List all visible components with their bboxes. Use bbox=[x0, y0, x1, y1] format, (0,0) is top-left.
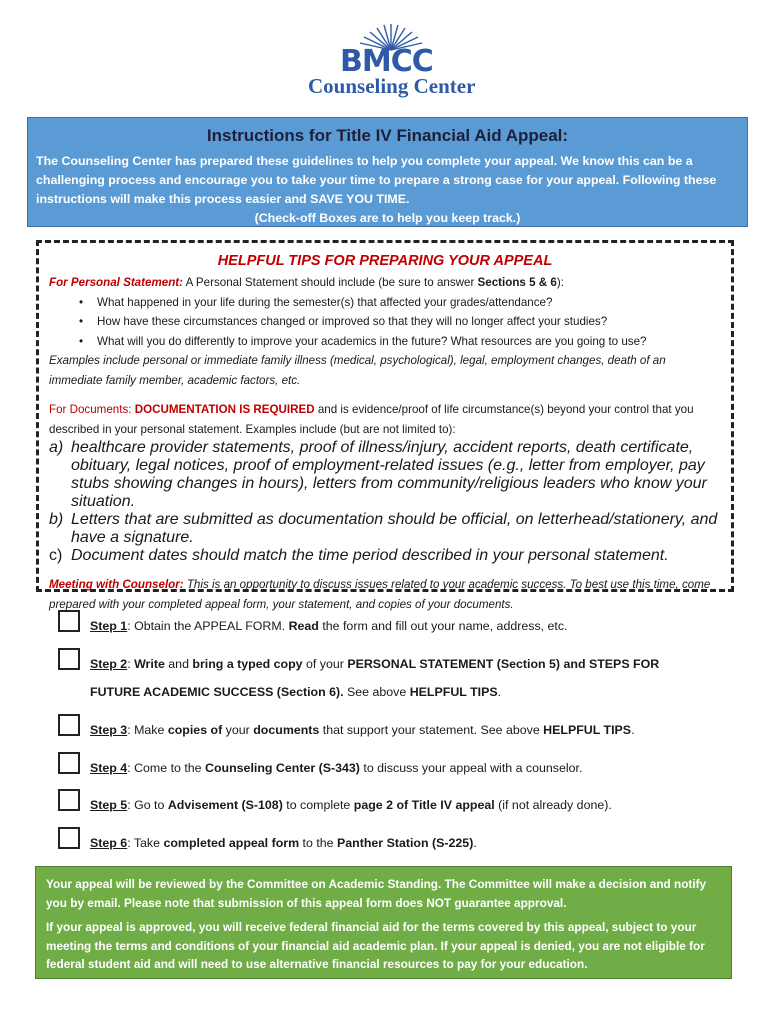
meeting-with-counselor: Meeting with Counselor: This is an opportunity to discuss issues related to your academic success. To best use this time, come prepared with your completed appeal form, your statement, and copies of your documents. bbox=[49, 578, 711, 611]
list-item: • How have these circumstances changed or improved so that they will no longer affect your studies? bbox=[79, 312, 721, 332]
header-note: (Check-off Boxes are to help you keep track.) bbox=[254, 211, 521, 225]
list-item: c) Document dates should match the time period described in your personal statement. bbox=[49, 547, 669, 564]
step-6-text: Step 6: Take completed appeal form to the Panther Station (S-225). bbox=[90, 836, 477, 850]
approval-paragraph: If your appeal is approved, you will receive federal financial aid for the terms covered by this appeal, subject to your meeting the terms and conditions of your financial aid academic plan. If your appeal is denied, you are not eligible for federal student aid and will need to use alternative financial resources to pay for your education. bbox=[46, 920, 705, 971]
header-body: The Counseling Center has prepared these guidelines to help you complete your appeal. We know this can be a challenging process and encourage you to take your time to prepare a strong case for your appeal. Following these instructions will make this process easier and SAVE YOU TIME. bbox=[36, 154, 717, 206]
documents-intro: For Documents: DOCUMENTATION IS REQUIRED and is evidence/proof of life circumstance(s) beyond your control that you described in your personal statement. Examples include (but are not limited to): bbox=[49, 403, 694, 436]
step-6-checkbox[interactable] bbox=[58, 827, 80, 849]
appeal-review-notice bbox=[35, 866, 732, 979]
step-1 bbox=[58, 618, 568, 640]
step-2-checkbox[interactable] bbox=[58, 648, 80, 670]
logo-subtitle: Counseling Center bbox=[308, 74, 476, 98]
personal-statement-questions bbox=[79, 293, 721, 352]
step-6 bbox=[58, 835, 477, 857]
list-item: a) healthcare provider statements, proof of illness/injury, accident reports, death certificate, obituary, legal notices, proof of employment-related issues (e.g., letter from employer, pay stubs showing changes in hours), letters from community/religious leaders who know your situation. bbox=[49, 439, 707, 510]
step-3-text: Step 3: Make copies of your documents that support your statement. See above HELPFUL TIPS. bbox=[90, 723, 635, 737]
personal-statement-label: For Personal Statement: bbox=[49, 276, 184, 289]
personal-examples: Examples include personal or immediate family illness (medical, psychological), legal, employment changes, death of an immediate family member, academic factors, etc. bbox=[49, 354, 666, 387]
documents-label: For Documents bbox=[49, 403, 129, 416]
list-item: b) Letters that are submitted as documentation should be official, on letterhead/stationery, and have a signature. bbox=[49, 511, 718, 546]
personal-statement-intro: For Personal Statement: A Personal Statement should include (be sure to answer Sections 5 & 6): bbox=[49, 276, 564, 289]
step-1-checkbox[interactable] bbox=[58, 610, 80, 632]
step-4-text: Step 4: Come to the Counseling Center (S-343) to discuss your appeal with a counselor. bbox=[90, 761, 583, 775]
step-3-checkbox[interactable] bbox=[58, 714, 80, 736]
instructions-header bbox=[27, 117, 748, 227]
step-4 bbox=[58, 760, 582, 782]
step-3 bbox=[58, 722, 635, 744]
step-2-text: Step 2: Write and bring a typed copy of your PERSONAL STATEMENT (Section 5) and STEPS FOR FUTURE ACADEMIC SUCCESS (Section 6). See above HELPFUL TIPS. bbox=[90, 657, 660, 699]
step-5-checkbox[interactable] bbox=[58, 789, 80, 811]
list-item: • What will you do differently to improve your academics in the future? What resources are you going to use? bbox=[79, 332, 721, 352]
helpful-tips-box bbox=[36, 240, 734, 611]
documents-required: DOCUMENTATION IS REQUIRED bbox=[134, 403, 315, 416]
step-5-text: Step 5: Go to Advisement (S-108) to complete page 2 of Title IV appeal (if not already done). bbox=[90, 798, 612, 812]
page-title: Instructions for Title IV Financial Aid Appeal: bbox=[206, 126, 569, 145]
list-item: • What happened in your life during the semester(s) that affected your grades/attendance? bbox=[79, 293, 721, 313]
meeting-label: Meeting with Counselor: bbox=[49, 578, 184, 591]
step-1-text: Step 1: Obtain the APPEAL FORM. Read the form and fill out your name, address, etc. bbox=[90, 619, 568, 633]
step-5 bbox=[58, 797, 612, 819]
tips-title: HELPFUL TIPS FOR PREPARING YOUR APPEAL bbox=[217, 253, 553, 269]
logo-brand: BMCC bbox=[340, 44, 433, 79]
bmcc-logo bbox=[300, 22, 480, 100]
step-4-checkbox[interactable] bbox=[58, 752, 80, 774]
step-2 bbox=[58, 656, 698, 706]
review-paragraph: Your appeal will be reviewed by the Committee on Academic Standing. The Committee will make a decision and notify you by email. Please note that submission of this appeal form does NOT guarantee approval. bbox=[46, 877, 707, 910]
